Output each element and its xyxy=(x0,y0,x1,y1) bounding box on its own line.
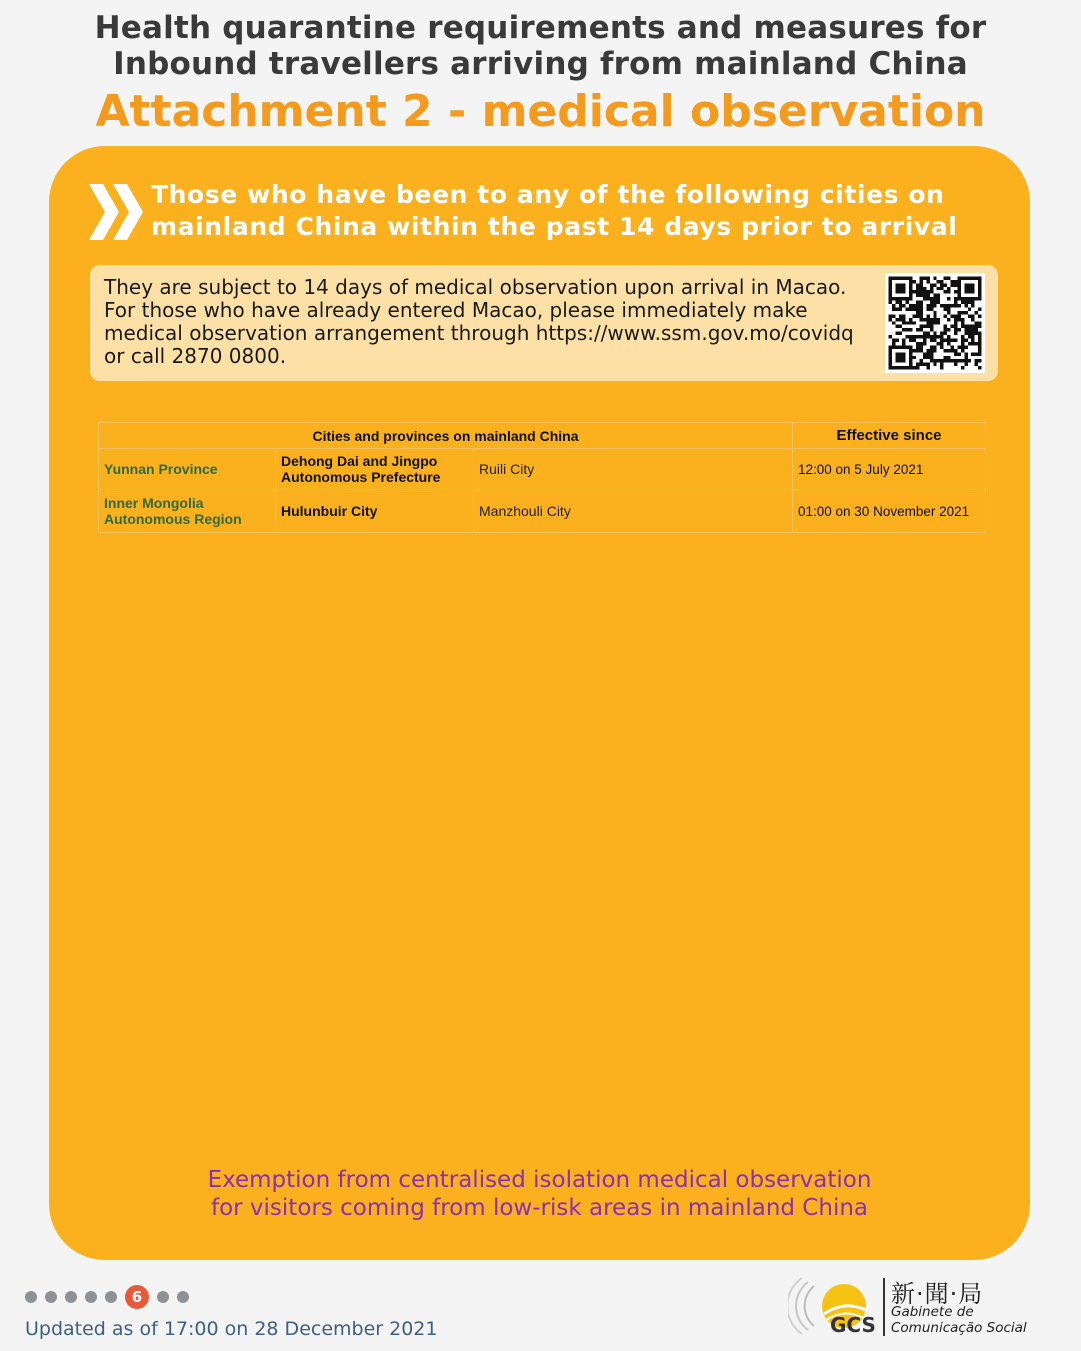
info-card xyxy=(49,146,1030,1260)
qr-code-icon[interactable] xyxy=(885,273,985,373)
page-subtitle: Attachment 2 - medical observation xyxy=(95,86,986,137)
notice-line-2: For those who have already entered Macao, please immediately make xyxy=(104,298,808,322)
effective-cell: 01:00 on 30 November 2021 xyxy=(793,490,986,533)
exemption-line-1[interactable]: Exemption from centralised isolation medical observation xyxy=(207,1167,872,1193)
table-row xyxy=(99,449,986,490)
page-title-line-1: Health quarantine requirements and measures for xyxy=(94,10,987,46)
table-header-row xyxy=(99,423,986,449)
exemption-line-2[interactable]: for visitors coming from low-risk areas in mainland China xyxy=(210,1195,869,1221)
gcs-logo xyxy=(788,1270,1068,1342)
city-cell: Ruili City xyxy=(474,449,793,490)
notice-box xyxy=(90,265,998,381)
header-effective: Effective since xyxy=(793,423,986,449)
page-dot[interactable] xyxy=(177,1291,189,1303)
logo-pt-line-2: Comunicação Social xyxy=(891,1320,1027,1336)
page-dot[interactable] xyxy=(25,1291,37,1303)
notice-line-3[interactable]: medical observation arrangement through https://www.ssm.gov.mo/covidq xyxy=(104,321,854,345)
lead-statement xyxy=(151,179,991,243)
pagination-dots xyxy=(25,1286,189,1308)
page-dot[interactable] xyxy=(85,1291,97,1303)
lead-line-2: mainland China within the past 14 days prior to arrival xyxy=(151,212,958,241)
double-chevron-right-icon xyxy=(87,182,147,242)
page-dot-current[interactable]: 6 xyxy=(125,1285,149,1309)
logo-pt-line-1: Gabinete de xyxy=(891,1304,974,1320)
prefecture-cell: Dehong Dai and Jingpo Autonomous Prefecture xyxy=(276,449,474,490)
page-header xyxy=(0,10,1081,140)
lead-line-1: Those who have been to any of the following cities on xyxy=(151,180,945,209)
page-dot[interactable] xyxy=(157,1291,169,1303)
province-cell: Yunnan Province xyxy=(99,449,276,490)
gcs-logo-icon xyxy=(788,1270,888,1342)
exemption-link[interactable] xyxy=(49,1166,1030,1222)
svg-text:GCS: GCS xyxy=(830,1313,876,1337)
page-dot[interactable] xyxy=(45,1291,57,1303)
page-dot[interactable] xyxy=(105,1291,117,1303)
cities-table-wrap xyxy=(98,422,986,533)
updated-timestamp: Updated as of 17:00 on 28 December 2021 xyxy=(25,1318,438,1340)
city-cell: Manzhouli City xyxy=(474,490,793,533)
table-row xyxy=(99,490,986,533)
cities-table xyxy=(98,422,986,533)
header-cities: Cities and provinces on mainland China xyxy=(99,423,793,449)
logo-portuguese-name xyxy=(891,1304,1027,1336)
page-dot[interactable] xyxy=(65,1291,77,1303)
effective-cell: 12:00 on 5 July 2021 xyxy=(793,449,986,490)
notice-line-4: or call 2870 0800. xyxy=(104,344,287,368)
province-cell: Inner Mongolia Autonomous Region xyxy=(99,490,276,533)
notice-line-1: They are subject to 14 days of medical observation upon arrival in Macao. xyxy=(104,275,847,299)
notice-text xyxy=(104,276,874,368)
page-title-line-2: Inbound travellers arriving from mainland China xyxy=(113,46,968,82)
logo-chinese-name: 新·聞·局 xyxy=(891,1280,984,1308)
prefecture-cell: Hulunbuir City xyxy=(276,490,474,533)
